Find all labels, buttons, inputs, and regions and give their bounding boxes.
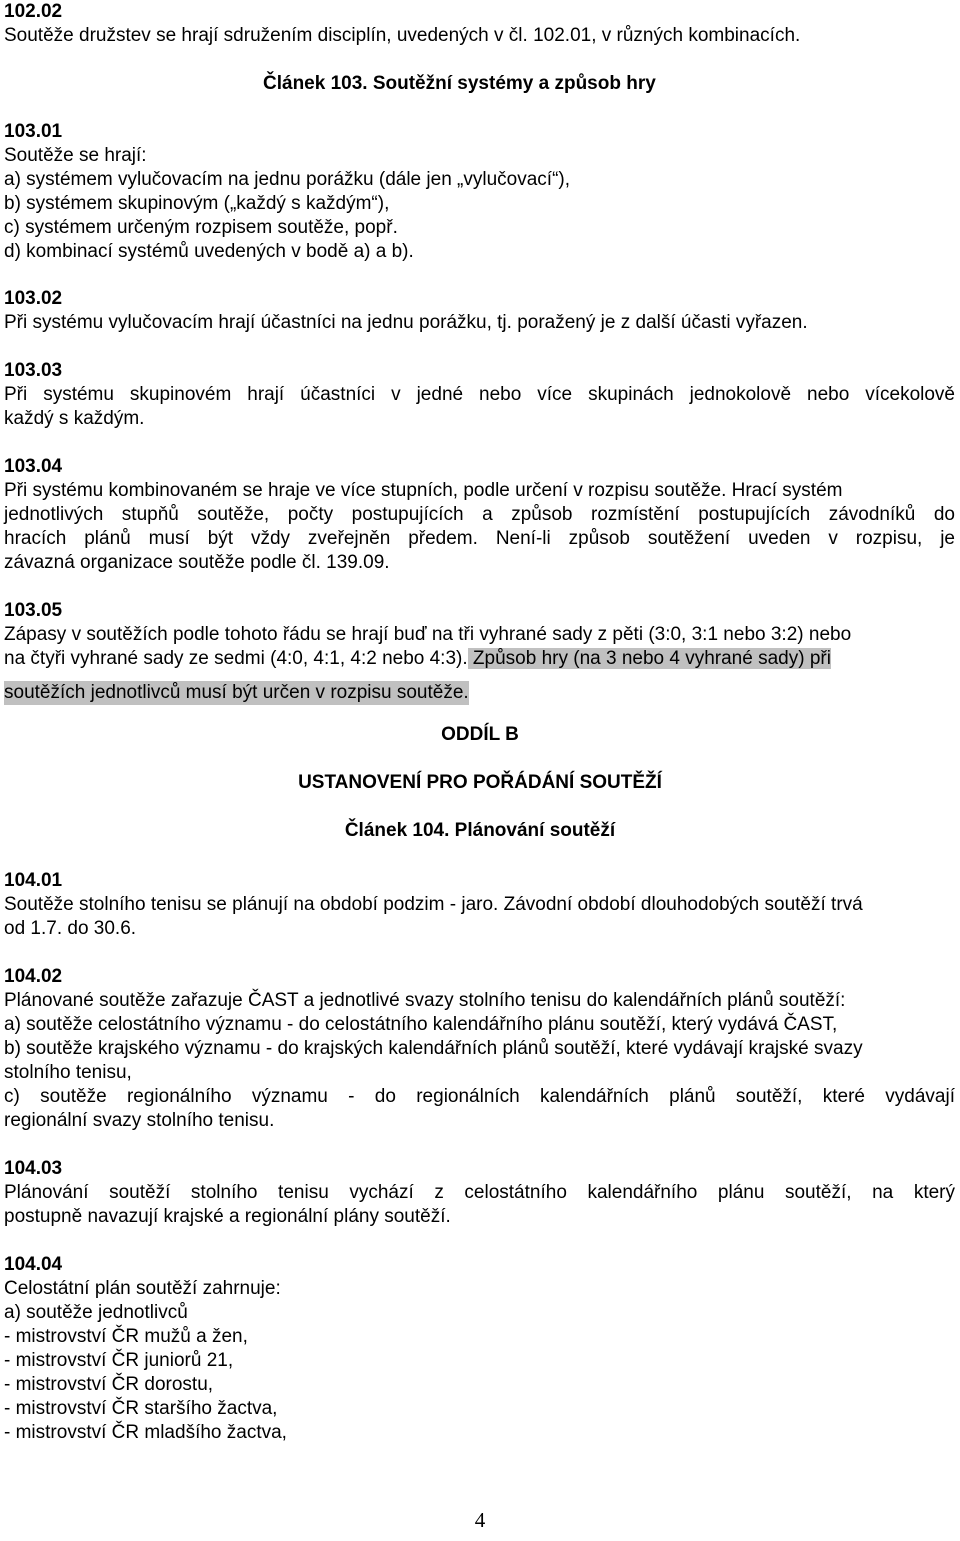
article-103-title: Článek 103. Soutěžní systémy a způsob hry [263, 73, 656, 94]
section-b-title: USTANOVENÍ PRO POŘÁDÁNÍ SOUTĚŽÍ [298, 772, 662, 793]
section-number-102-02: 102.02 [4, 1, 63, 22]
section-line: b) soutěže krajského významu - do krajských kalendářních plánů soutěží, které vydávají krajské svazy [4, 1038, 863, 1059]
section-line: Při systému skupinovém hrají účastníci v jedné nebo více skupinách jednokolově nebo vícekolově [4, 384, 955, 405]
list-item: - mistrovství ČR juniorů 21, [4, 1350, 234, 1371]
section-line: závazná organizace soutěže podle čl. 139.09. [4, 552, 390, 573]
section-number-104-04: 104.04 [4, 1254, 63, 1275]
section-line: c) systémem určeným rozpisem soutěže, popř. [4, 217, 398, 238]
section-number-103-05: 103.05 [4, 600, 63, 621]
section-line [4, 647, 831, 671]
page-number: 4 [474, 1508, 486, 1532]
section-line: postupně navazují krajské a regionální plány soutěží. [4, 1206, 451, 1227]
section-number-103-01: 103.01 [4, 121, 63, 142]
section-line: d) kombinací systémů uvedených v bodě a) a b). [4, 241, 414, 262]
section-number-104-01: 104.01 [4, 870, 63, 891]
section-line: Zápasy v soutěžích podle tohoto řádu se hrají buď na tři vyhrané sady z pěti (3:0, 3:1 nebo 3:2) nebo [4, 624, 852, 645]
section-line: Soutěže stolního tenisu se plánují na období podzim - jaro. Závodní období dlouhodobých soutěží trvá [4, 894, 863, 915]
list-item: - mistrovství ČR dorostu, [4, 1374, 214, 1395]
section-line: jednotlivých stupňů soutěže, počty postupujících a způsob rozmístění postupujících závodníků do [4, 504, 955, 525]
section-line: a) systémem vylučovacím na jednu porážku (dále jen „vylučovací“), [4, 169, 571, 190]
list-item: - mistrovství ČR mužů a žen, [4, 1326, 248, 1347]
section-line: Soutěže se hrají: [4, 145, 147, 166]
section-number-104-03: 104.03 [4, 1158, 63, 1179]
section-line: od 1.7. do 30.6. [4, 918, 137, 939]
list-item: - mistrovství ČR staršího žactva, [4, 1398, 278, 1419]
section-number-104-02: 104.02 [4, 966, 63, 987]
section-text-102-02: Soutěže družstev se hrají sdružením disciplín, uvedených v čl. 102.01, v různých kombinacích. [4, 25, 801, 46]
section-number-103-04: 103.04 [4, 456, 63, 477]
section-line: stolního tenisu, [4, 1062, 132, 1083]
section-line: Plánování soutěží stolního tenisu vychází z celostátního kalendářního plánu soutěží, na který [4, 1182, 955, 1203]
line-plain-text: na čtyři vyhrané sady ze sedmi (4:0, 4:1, 4:2 nebo 4:3). [4, 648, 468, 669]
section-line: a) soutěže jednotlivců [4, 1302, 188, 1323]
section-line: každý s každým. [4, 408, 145, 429]
section-line: a) soutěže celostátního významu - do celostátního kalendářního plánu soutěží, který vydává ČAST, [4, 1014, 838, 1035]
section-line: Celostátní plán soutěží zahrnuje: [4, 1278, 281, 1299]
list-item: - mistrovství ČR mladšího žactva, [4, 1422, 287, 1443]
section-number-103-03: 103.03 [4, 360, 63, 381]
section-number-103-02: 103.02 [4, 288, 63, 309]
section-line: Plánované soutěže zařazuje ČAST a jednotlivé svazy stolního tenisu do kalendářních plánů soutěží: [4, 990, 846, 1011]
section-line: c) soutěže regionálního významu - do regionálních kalendářních plánů soutěží, které vydávají [4, 1086, 955, 1107]
article-104-title: Článek 104. Plánování soutěží [344, 820, 616, 841]
section-line: b) systémem skupinovým („každý s každým“), [4, 193, 390, 214]
highlighted-text: Způsob hry (na 3 nebo 4 vyhrané sady) při [467, 648, 831, 669]
section-text-103-02: Při systému vylučovacím hrají účastníci na jednu porážku, tj. poražený je z další účasti vyřazen. [4, 312, 808, 333]
section-line: Při systému kombinovaném se hraje ve více stupních, podle určení v rozpisu soutěže. Hrací systém [4, 480, 843, 501]
highlighted-text: soutěžích jednotlivců musí být určen v rozpisu soutěže. [4, 682, 469, 703]
section-b-heading: ODDÍL B [441, 724, 519, 745]
section-line: regionální svazy stolního tenisu. [4, 1110, 275, 1131]
section-line: hracích plánů musí být vždy zveřejněn předem. Není-li způsob soutěžení uveden v rozpisu, je [4, 528, 955, 549]
